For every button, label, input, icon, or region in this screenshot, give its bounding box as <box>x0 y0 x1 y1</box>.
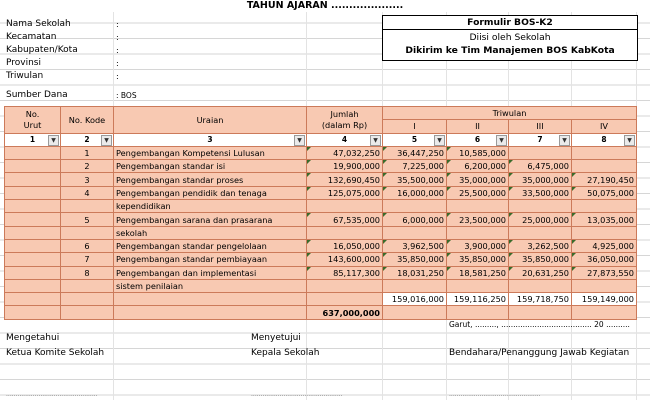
table-row <box>5 226 637 239</box>
tw1-cell[interactable]: 18,031,250 <box>383 266 447 279</box>
label-kepala-sekolah: Kepala Sekolah <box>251 348 320 358</box>
subtotal-row <box>5 293 637 306</box>
tw2-cell[interactable]: 6,200,000 <box>447 160 509 173</box>
tw1-cell[interactable] <box>383 279 447 292</box>
no-kode-cell[interactable]: 3 <box>61 173 114 186</box>
page-title: TAHUN AJARAN .................... <box>0 0 650 12</box>
dropdown-arrow-icon[interactable]: ▼ <box>624 135 635 146</box>
column-number: 3 <box>207 134 213 144</box>
cell <box>572 306 637 319</box>
uraian-cell[interactable]: Pengembangan pendidik dan tenaga <box>114 186 307 199</box>
place-date-line: Garut, ........., ...................................... 20 .......... <box>449 320 630 329</box>
uraian-cell[interactable]: Pengembangan sarana dan prasarana <box>114 213 307 226</box>
form-subtitle-1: Diisi oleh Sekolah <box>469 32 551 43</box>
uraian-cell[interactable]: Pengembangan standar pembiayaan <box>114 253 307 266</box>
tw2-cell[interactable] <box>447 279 509 292</box>
header-no-urut-line2: Urut <box>23 119 42 130</box>
uraian-cell[interactable]: Pengembangan standar proses <box>114 173 307 186</box>
tw3-cell[interactable]: 6,475,000 <box>509 160 572 173</box>
tw4-cell[interactable] <box>572 279 637 292</box>
uraian-cell[interactable]: Pengembangan Kompetensi Lulusan <box>114 146 307 159</box>
header-jumlah-line1: Jumlah <box>330 108 359 119</box>
dropdown-arrow-icon[interactable]: ▼ <box>559 135 570 146</box>
jumlah-cell[interactable]: 47,032,250 <box>307 146 383 159</box>
no-urut-cell[interactable] <box>5 200 61 213</box>
tw4-cell[interactable] <box>572 200 637 213</box>
column-number: 8 <box>601 134 607 144</box>
tw4-cell[interactable]: 4,925,000 <box>572 239 637 252</box>
tw3-cell[interactable] <box>509 279 572 292</box>
column-number: 5 <box>411 134 418 144</box>
label-kabupaten: Kabupaten/Kota <box>6 45 78 55</box>
table-row <box>5 239 637 252</box>
column-number-cell <box>61 133 114 146</box>
no-urut-cell[interactable] <box>5 186 61 199</box>
column-number: 2 <box>84 134 90 144</box>
label-menyetujui: Menyetujui <box>251 333 301 343</box>
no-kode-cell[interactable]: 1 <box>61 146 114 159</box>
header-tw1: I <box>383 120 447 133</box>
tw3-cell[interactable]: 25,000,000 <box>509 213 572 226</box>
column-number-cell <box>5 133 61 146</box>
no-urut-cell[interactable] <box>5 173 61 186</box>
cell <box>114 293 307 306</box>
uraian-cell[interactable]: sistem penilaian <box>114 279 307 292</box>
tw3-cell[interactable]: 35,850,000 <box>509 253 572 266</box>
table-row <box>5 146 637 159</box>
uraian-cell[interactable]: Pengembangan standar isi <box>114 160 307 173</box>
header-uraian: Uraian <box>114 107 307 134</box>
table-body <box>5 146 637 292</box>
header-tw4: IV <box>572 120 637 133</box>
tw1-cell[interactable]: 35,500,000 <box>383 173 447 186</box>
tw2-cell[interactable]: 25,500,000 <box>447 186 509 199</box>
form-box-divider <box>383 29 637 30</box>
dropdown-arrow-icon[interactable]: ▼ <box>370 135 381 146</box>
header-triwulan: Triwulan <box>383 107 637 120</box>
no-kode-cell[interactable] <box>61 226 114 239</box>
label-mengetahui: Mengetahui <box>6 333 60 343</box>
dropdown-arrow-icon[interactable]: ▼ <box>101 135 112 146</box>
signature-line-bendahara: ................................................ <box>449 391 541 398</box>
no-urut-cell[interactable] <box>5 253 61 266</box>
table-row <box>5 186 637 199</box>
no-urut-cell[interactable] <box>5 279 61 292</box>
tw1-cell[interactable]: 7,225,000 <box>383 160 447 173</box>
form-subtitle-2: Dikirim ke Tim Manajemen BOS KabKota <box>405 45 615 56</box>
cell <box>447 306 509 319</box>
table-row <box>5 266 637 279</box>
colon: : <box>116 45 119 55</box>
tw4-cell[interactable] <box>572 226 637 239</box>
tw1-cell[interactable] <box>383 226 447 239</box>
label-sumber-dana: Sumber Dana <box>6 90 68 100</box>
cell <box>509 306 572 319</box>
colon: : <box>116 58 119 68</box>
column-number: 4 <box>341 134 348 144</box>
header-no-urut-line1: No. <box>25 108 40 119</box>
no-urut-cell[interactable] <box>5 266 61 279</box>
dropdown-arrow-icon[interactable]: ▼ <box>434 135 445 146</box>
header-jumlah-line2: (dalam Rp) <box>321 119 368 130</box>
label-provinsi: Provinsi <box>6 58 41 68</box>
tw2-cell[interactable] <box>447 226 509 239</box>
cell <box>61 293 114 306</box>
tw2-cell[interactable]: 3,900,000 <box>447 239 509 252</box>
column-number: 6 <box>474 134 481 144</box>
tw3-cell[interactable]: 33,500,000 <box>509 186 572 199</box>
cell <box>5 306 61 319</box>
tw4-cell[interactable]: 36,050,000 <box>572 253 637 266</box>
sumber-dana-value: : BOS <box>116 91 137 100</box>
subtotal-tw2[interactable]: 159,116,250 <box>447 293 509 306</box>
table-row <box>5 279 637 292</box>
signature-line-kepala: ................................................ <box>251 391 343 398</box>
label-ketua-komite: Ketua Komite Sekolah <box>6 348 105 358</box>
tw1-cell[interactable]: 35,850,000 <box>383 253 447 266</box>
tw1-cell[interactable]: 16,000,000 <box>383 186 447 199</box>
column-number-cell <box>572 133 637 146</box>
form-code: Formulir BOS-K2 <box>467 17 553 28</box>
table-row <box>5 160 637 173</box>
tw4-cell[interactable] <box>572 160 637 173</box>
uraian-cell[interactable]: Pengembangan standar pengelolaan <box>114 239 307 252</box>
header-tw2: II <box>447 120 509 133</box>
cell <box>5 293 61 306</box>
tw4-cell[interactable]: 27,873,550 <box>572 266 637 279</box>
column-number-cell <box>447 133 509 146</box>
dropdown-arrow-icon[interactable]: ▼ <box>294 135 305 146</box>
jumlah-cell[interactable]: 19,900,000 <box>307 160 383 173</box>
jumlah-cell[interactable]: 16,050,000 <box>307 239 383 252</box>
tw1-cell[interactable] <box>383 200 447 213</box>
jumlah-cell[interactable]: 67,535,000 <box>307 213 383 226</box>
no-kode-cell[interactable]: 8 <box>61 266 114 279</box>
no-urut-cell[interactable] <box>5 160 61 173</box>
colon: : <box>116 19 119 29</box>
tw3-cell[interactable] <box>509 200 572 213</box>
tw4-cell[interactable]: 13,035,000 <box>572 213 637 226</box>
tw1-cell[interactable]: 36,447,250 <box>383 146 447 159</box>
label-kecamatan: Kecamatan <box>6 32 57 42</box>
label-bendahara: Bendahara/Penanggung Jawab Kegiatan <box>449 348 630 358</box>
column-number: 1 <box>29 134 36 144</box>
cell <box>383 306 447 319</box>
header-no-kode: No. Kode <box>61 107 114 134</box>
uraian-cell[interactable]: sekolah <box>114 226 307 239</box>
jumlah-cell[interactable]: 85,117,300 <box>307 266 383 279</box>
dropdown-arrow-icon[interactable]: ▼ <box>496 135 507 146</box>
no-kode-cell[interactable]: 6 <box>61 239 114 252</box>
no-kode-cell[interactable]: 5 <box>61 213 114 226</box>
jumlah-cell[interactable]: 125,075,000 <box>307 186 383 199</box>
tw2-cell[interactable]: 18,581,250 <box>447 266 509 279</box>
uraian-cell[interactable]: Pengembangan dan implementasi <box>114 266 307 279</box>
subtotal-tw1[interactable]: 159,016,000 <box>383 293 447 306</box>
tw3-cell[interactable]: 35,000,000 <box>509 173 572 186</box>
total-row <box>5 306 637 319</box>
tw2-cell[interactable]: 35,000,000 <box>447 173 509 186</box>
no-urut-cell[interactable] <box>5 146 61 159</box>
dropdown-arrow-icon[interactable]: ▼ <box>48 135 59 146</box>
no-urut-cell[interactable] <box>5 239 61 252</box>
subtotal-tw4[interactable]: 159,149,000 <box>572 293 637 306</box>
no-kode-cell[interactable]: 7 <box>61 253 114 266</box>
no-kode-cell[interactable]: 4 <box>61 186 114 199</box>
uraian-cell[interactable]: kependidikan <box>114 200 307 213</box>
no-urut-cell[interactable] <box>5 226 61 239</box>
grand-total[interactable]: 637,000,000 <box>307 306 383 319</box>
form-info-box <box>382 15 638 61</box>
no-kode-cell[interactable] <box>61 279 114 292</box>
tw3-cell[interactable]: 3,262,500 <box>509 239 572 252</box>
signature-line-ketua: ................................................ <box>6 391 98 398</box>
tw4-cell[interactable]: 27,190,450 <box>572 173 637 186</box>
budget-table <box>4 106 637 320</box>
column-number-cell <box>307 133 383 146</box>
header-jumlah <box>307 107 383 134</box>
tw4-cell[interactable]: 50,075,000 <box>572 186 637 199</box>
no-urut-cell[interactable] <box>5 213 61 226</box>
table-row <box>5 200 637 213</box>
tw3-cell[interactable] <box>509 146 572 159</box>
cell <box>114 306 307 319</box>
colon: : <box>116 71 119 81</box>
jumlah-cell[interactable]: 132,690,450 <box>307 173 383 186</box>
jumlah-cell[interactable] <box>307 279 383 292</box>
no-kode-cell[interactable] <box>61 200 114 213</box>
column-number: 7 <box>537 134 543 144</box>
no-kode-cell[interactable]: 2 <box>61 160 114 173</box>
tw2-cell[interactable]: 23,500,000 <box>447 213 509 226</box>
table-row <box>5 173 637 186</box>
cell <box>307 293 383 306</box>
colon: : <box>116 32 119 42</box>
tw2-cell[interactable]: 35,850,000 <box>447 253 509 266</box>
tw2-cell[interactable] <box>447 200 509 213</box>
cell <box>61 306 114 319</box>
tw3-cell[interactable]: 20,631,250 <box>509 266 572 279</box>
tw3-cell[interactable] <box>509 226 572 239</box>
table-row <box>5 213 637 226</box>
table-row <box>5 253 637 266</box>
tw1-cell[interactable]: 3,962,500 <box>383 239 447 252</box>
label-nama-sekolah: Nama Sekolah <box>6 19 71 29</box>
column-number-row <box>5 133 637 146</box>
label-triwulan: Triwulan <box>6 71 44 81</box>
jumlah-cell[interactable] <box>307 226 383 239</box>
jumlah-cell[interactable]: 143,600,000 <box>307 253 383 266</box>
column-number-cell <box>509 133 572 146</box>
tw2-cell[interactable]: 10,585,000 <box>447 146 509 159</box>
header-no-urut <box>5 107 61 134</box>
header-tw3: III <box>509 120 572 133</box>
column-number-cell <box>114 133 307 146</box>
jumlah-cell[interactable] <box>307 200 383 213</box>
column-number-cell <box>383 133 447 146</box>
tw1-cell[interactable]: 6,000,000 <box>383 213 447 226</box>
tw4-cell[interactable] <box>572 146 637 159</box>
subtotal-tw3[interactable]: 159,718,750 <box>509 293 572 306</box>
